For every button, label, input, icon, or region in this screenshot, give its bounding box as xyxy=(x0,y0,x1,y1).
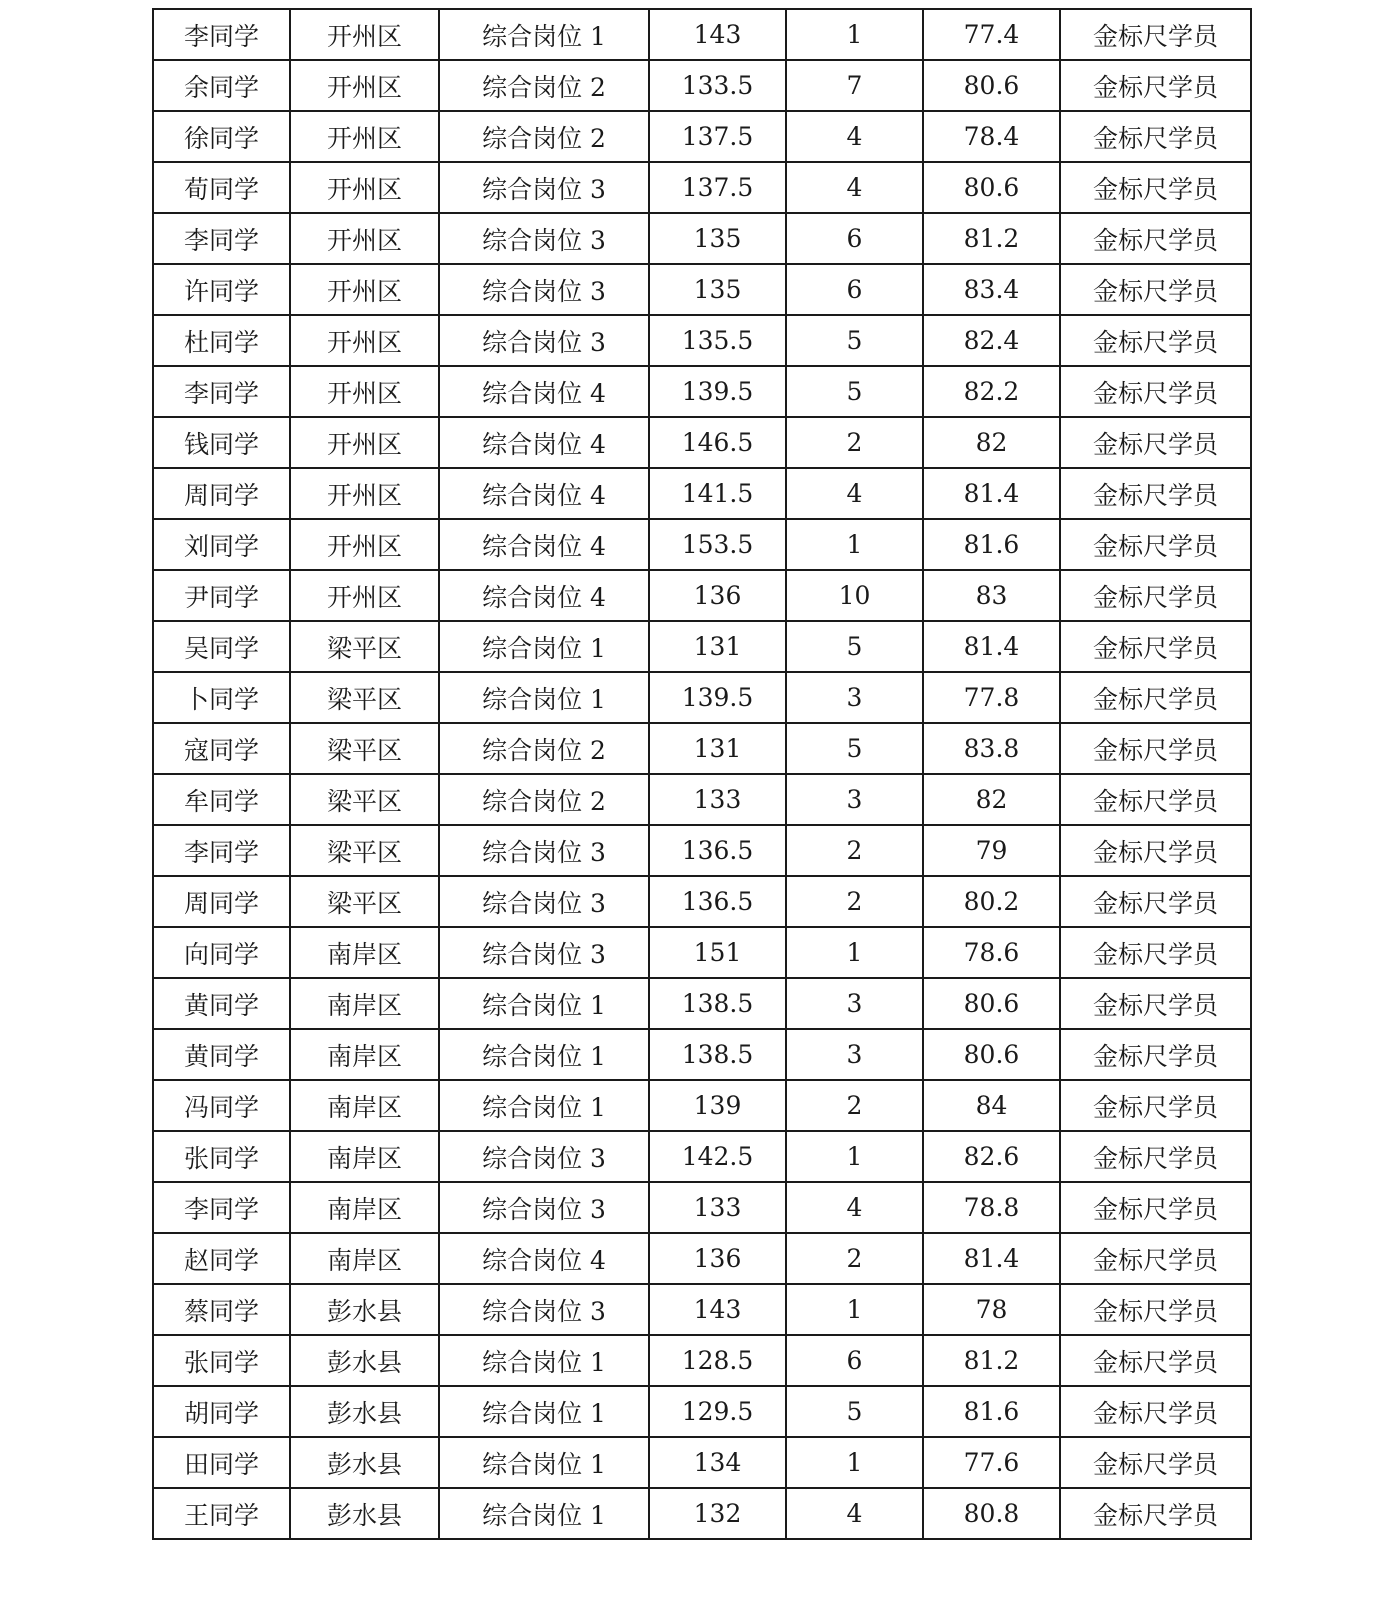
district-cell: 梁平区 xyxy=(290,876,439,927)
written-score-cell: 128.5 xyxy=(649,1335,786,1386)
interview-score-cell: 83.4 xyxy=(923,264,1060,315)
student-type-cell: 金标尺学员 xyxy=(1060,1233,1251,1284)
rank-cell: 1 xyxy=(786,1437,923,1488)
table-row xyxy=(153,162,1251,213)
rank-cell: 1 xyxy=(786,1131,923,1182)
table-row xyxy=(153,519,1251,570)
interview-score-cell: 81.6 xyxy=(923,519,1060,570)
district-cell: 梁平区 xyxy=(290,723,439,774)
student-name-cell: 田同学 xyxy=(153,1437,290,1488)
student-name-cell: 李同学 xyxy=(153,825,290,876)
interview-score-cell: 82.6 xyxy=(923,1131,1060,1182)
district-cell: 南岸区 xyxy=(290,927,439,978)
position-cell: 综合岗位 1 xyxy=(439,1488,649,1539)
written-score-cell: 153.5 xyxy=(649,519,786,570)
position-cell: 综合岗位 1 xyxy=(439,1386,649,1437)
rank-cell: 4 xyxy=(786,111,923,162)
student-type-cell: 金标尺学员 xyxy=(1060,1386,1251,1437)
district-cell: 彭水县 xyxy=(290,1284,439,1335)
position-cell: 综合岗位 1 xyxy=(439,9,649,60)
position-cell: 综合岗位 1 xyxy=(439,1335,649,1386)
student-name-cell: 吴同学 xyxy=(153,621,290,672)
interview-score-cell: 77.8 xyxy=(923,672,1060,723)
written-score-cell: 132 xyxy=(649,1488,786,1539)
rank-cell: 2 xyxy=(786,825,923,876)
student-type-cell: 金标尺学员 xyxy=(1060,468,1251,519)
interview-score-cell: 82.4 xyxy=(923,315,1060,366)
interview-score-cell: 81.4 xyxy=(923,468,1060,519)
position-cell: 综合岗位 4 xyxy=(439,366,649,417)
written-score-cell: 137.5 xyxy=(649,162,786,213)
table-row xyxy=(153,1386,1251,1437)
table-row xyxy=(153,1284,1251,1335)
written-score-cell: 136 xyxy=(649,570,786,621)
written-score-cell: 133 xyxy=(649,1182,786,1233)
rank-cell: 6 xyxy=(786,1335,923,1386)
rank-cell: 1 xyxy=(786,1284,923,1335)
student-type-cell: 金标尺学员 xyxy=(1060,723,1251,774)
rank-cell: 6 xyxy=(786,213,923,264)
table-row xyxy=(153,672,1251,723)
table-row xyxy=(153,60,1251,111)
position-cell: 综合岗位 2 xyxy=(439,111,649,162)
district-cell: 南岸区 xyxy=(290,1029,439,1080)
student-name-cell: 李同学 xyxy=(153,213,290,264)
interview-score-cell: 78.6 xyxy=(923,927,1060,978)
district-cell: 开州区 xyxy=(290,60,439,111)
rank-cell: 2 xyxy=(786,1080,923,1131)
table-row xyxy=(153,825,1251,876)
position-cell: 综合岗位 4 xyxy=(439,1233,649,1284)
written-score-cell: 136 xyxy=(649,1233,786,1284)
table-row xyxy=(153,927,1251,978)
written-score-cell: 135 xyxy=(649,213,786,264)
position-cell: 综合岗位 1 xyxy=(439,672,649,723)
rank-cell: 5 xyxy=(786,366,923,417)
district-cell: 彭水县 xyxy=(290,1437,439,1488)
district-cell: 梁平区 xyxy=(290,774,439,825)
written-score-cell: 133.5 xyxy=(649,60,786,111)
student-name-cell: 牟同学 xyxy=(153,774,290,825)
student-type-cell: 金标尺学员 xyxy=(1060,111,1251,162)
interview-score-cell: 80.6 xyxy=(923,60,1060,111)
interview-score-cell: 82 xyxy=(923,774,1060,825)
interview-score-cell: 81.4 xyxy=(923,621,1060,672)
written-score-cell: 131 xyxy=(649,723,786,774)
student-type-cell: 金标尺学员 xyxy=(1060,366,1251,417)
student-type-cell: 金标尺学员 xyxy=(1060,9,1251,60)
student-name-cell: 卜同学 xyxy=(153,672,290,723)
table-row xyxy=(153,468,1251,519)
rank-cell: 1 xyxy=(786,927,923,978)
district-cell: 南岸区 xyxy=(290,1233,439,1284)
rank-cell: 4 xyxy=(786,1182,923,1233)
position-cell: 综合岗位 3 xyxy=(439,876,649,927)
student-type-cell: 金标尺学员 xyxy=(1060,264,1251,315)
student-type-cell: 金标尺学员 xyxy=(1060,570,1251,621)
table-row xyxy=(153,111,1251,162)
table-row xyxy=(153,315,1251,366)
district-cell: 梁平区 xyxy=(290,672,439,723)
position-cell: 综合岗位 1 xyxy=(439,1029,649,1080)
district-cell: 开州区 xyxy=(290,519,439,570)
student-name-cell: 王同学 xyxy=(153,1488,290,1539)
position-cell: 综合岗位 3 xyxy=(439,1284,649,1335)
interview-score-cell: 80.6 xyxy=(923,1029,1060,1080)
student-type-cell: 金标尺学员 xyxy=(1060,1335,1251,1386)
district-cell: 梁平区 xyxy=(290,621,439,672)
rank-cell: 2 xyxy=(786,876,923,927)
student-name-cell: 张同学 xyxy=(153,1335,290,1386)
position-cell: 综合岗位 2 xyxy=(439,774,649,825)
rank-cell: 10 xyxy=(786,570,923,621)
district-cell: 南岸区 xyxy=(290,1131,439,1182)
rank-cell: 3 xyxy=(786,774,923,825)
student-type-cell: 金标尺学员 xyxy=(1060,1182,1251,1233)
interview-score-cell: 83.8 xyxy=(923,723,1060,774)
student-type-cell: 金标尺学员 xyxy=(1060,1437,1251,1488)
table-row xyxy=(153,621,1251,672)
interview-score-cell: 81.2 xyxy=(923,213,1060,264)
interview-score-cell: 81.2 xyxy=(923,1335,1060,1386)
student-name-cell: 荀同学 xyxy=(153,162,290,213)
district-cell: 开州区 xyxy=(290,468,439,519)
written-score-cell: 136.5 xyxy=(649,825,786,876)
rank-cell: 6 xyxy=(786,264,923,315)
table-row xyxy=(153,366,1251,417)
student-type-cell: 金标尺学员 xyxy=(1060,621,1251,672)
student-name-cell: 周同学 xyxy=(153,876,290,927)
position-cell: 综合岗位 3 xyxy=(439,162,649,213)
district-cell: 开州区 xyxy=(290,366,439,417)
student-type-cell: 金标尺学员 xyxy=(1060,1284,1251,1335)
student-type-cell: 金标尺学员 xyxy=(1060,978,1251,1029)
written-score-cell: 143 xyxy=(649,9,786,60)
district-cell: 开州区 xyxy=(290,9,439,60)
student-name-cell: 张同学 xyxy=(153,1131,290,1182)
interview-score-cell: 78 xyxy=(923,1284,1060,1335)
table-body xyxy=(153,9,1251,1539)
student-name-cell: 周同学 xyxy=(153,468,290,519)
student-name-cell: 杜同学 xyxy=(153,315,290,366)
position-cell: 综合岗位 3 xyxy=(439,1182,649,1233)
table-row xyxy=(153,1335,1251,1386)
student-type-cell: 金标尺学员 xyxy=(1060,1488,1251,1539)
position-cell: 综合岗位 4 xyxy=(439,468,649,519)
student-name-cell: 李同学 xyxy=(153,1182,290,1233)
interview-score-cell: 80.6 xyxy=(923,978,1060,1029)
student-name-cell: 黄同学 xyxy=(153,978,290,1029)
table-row xyxy=(153,1080,1251,1131)
table-row xyxy=(153,1233,1251,1284)
position-cell: 综合岗位 3 xyxy=(439,825,649,876)
district-cell: 彭水县 xyxy=(290,1488,439,1539)
table-row xyxy=(153,1131,1251,1182)
written-score-cell: 129.5 xyxy=(649,1386,786,1437)
student-name-cell: 冯同学 xyxy=(153,1080,290,1131)
interview-score-cell: 78.8 xyxy=(923,1182,1060,1233)
student-type-cell: 金标尺学员 xyxy=(1060,1080,1251,1131)
student-type-cell: 金标尺学员 xyxy=(1060,672,1251,723)
rank-cell: 4 xyxy=(786,468,923,519)
table-row xyxy=(153,264,1251,315)
interview-score-cell: 77.6 xyxy=(923,1437,1060,1488)
rank-cell: 2 xyxy=(786,417,923,468)
student-type-cell: 金标尺学员 xyxy=(1060,519,1251,570)
table-row xyxy=(153,570,1251,621)
position-cell: 综合岗位 1 xyxy=(439,1437,649,1488)
position-cell: 综合岗位 4 xyxy=(439,417,649,468)
student-type-cell: 金标尺学员 xyxy=(1060,876,1251,927)
district-cell: 开州区 xyxy=(290,315,439,366)
position-cell: 综合岗位 3 xyxy=(439,213,649,264)
student-type-cell: 金标尺学员 xyxy=(1060,1131,1251,1182)
written-score-cell: 135 xyxy=(649,264,786,315)
table-row xyxy=(153,978,1251,1029)
rank-cell: 1 xyxy=(786,9,923,60)
table-row xyxy=(153,774,1251,825)
student-name-cell: 徐同学 xyxy=(153,111,290,162)
rank-cell: 3 xyxy=(786,978,923,1029)
position-cell: 综合岗位 1 xyxy=(439,1080,649,1131)
written-score-cell: 133 xyxy=(649,774,786,825)
student-name-cell: 李同学 xyxy=(153,9,290,60)
district-cell: 开州区 xyxy=(290,213,439,264)
position-cell: 综合岗位 3 xyxy=(439,315,649,366)
written-score-cell: 139 xyxy=(649,1080,786,1131)
student-type-cell: 金标尺学员 xyxy=(1060,417,1251,468)
interview-score-cell: 84 xyxy=(923,1080,1060,1131)
rank-cell: 4 xyxy=(786,162,923,213)
interview-score-cell: 81.4 xyxy=(923,1233,1060,1284)
table-row xyxy=(153,876,1251,927)
rank-cell: 5 xyxy=(786,621,923,672)
rank-cell: 3 xyxy=(786,1029,923,1080)
written-score-cell: 131 xyxy=(649,621,786,672)
student-type-cell: 金标尺学员 xyxy=(1060,213,1251,264)
table-row xyxy=(153,723,1251,774)
rank-cell: 5 xyxy=(786,1386,923,1437)
position-cell: 综合岗位 2 xyxy=(439,60,649,111)
table-row xyxy=(153,1488,1251,1539)
written-score-cell: 141.5 xyxy=(649,468,786,519)
written-score-cell: 135.5 xyxy=(649,315,786,366)
student-type-cell: 金标尺学员 xyxy=(1060,162,1251,213)
district-cell: 梁平区 xyxy=(290,825,439,876)
student-name-cell: 向同学 xyxy=(153,927,290,978)
interview-score-cell: 80.8 xyxy=(923,1488,1060,1539)
position-cell: 综合岗位 3 xyxy=(439,927,649,978)
district-cell: 彭水县 xyxy=(290,1386,439,1437)
student-type-cell: 金标尺学员 xyxy=(1060,315,1251,366)
position-cell: 综合岗位 4 xyxy=(439,570,649,621)
student-name-cell: 蔡同学 xyxy=(153,1284,290,1335)
district-cell: 彭水县 xyxy=(290,1335,439,1386)
student-name-cell: 胡同学 xyxy=(153,1386,290,1437)
rank-cell: 5 xyxy=(786,723,923,774)
interview-score-cell: 82.2 xyxy=(923,366,1060,417)
interview-score-cell: 78.4 xyxy=(923,111,1060,162)
written-score-cell: 151 xyxy=(649,927,786,978)
written-score-cell: 137.5 xyxy=(649,111,786,162)
rank-cell: 1 xyxy=(786,519,923,570)
district-cell: 南岸区 xyxy=(290,978,439,1029)
written-score-cell: 146.5 xyxy=(649,417,786,468)
written-score-cell: 136.5 xyxy=(649,876,786,927)
district-cell: 开州区 xyxy=(290,417,439,468)
district-cell: 开州区 xyxy=(290,264,439,315)
results-table xyxy=(152,8,1252,1540)
written-score-cell: 142.5 xyxy=(649,1131,786,1182)
position-cell: 综合岗位 2 xyxy=(439,723,649,774)
table-row xyxy=(153,1029,1251,1080)
interview-score-cell: 79 xyxy=(923,825,1060,876)
student-type-cell: 金标尺学员 xyxy=(1060,927,1251,978)
written-score-cell: 138.5 xyxy=(649,978,786,1029)
interview-score-cell: 80.2 xyxy=(923,876,1060,927)
rank-cell: 2 xyxy=(786,1233,923,1284)
student-type-cell: 金标尺学员 xyxy=(1060,1029,1251,1080)
position-cell: 综合岗位 1 xyxy=(439,978,649,1029)
written-score-cell: 134 xyxy=(649,1437,786,1488)
rank-cell: 7 xyxy=(786,60,923,111)
written-score-cell: 139.5 xyxy=(649,672,786,723)
district-cell: 开州区 xyxy=(290,111,439,162)
interview-score-cell: 80.6 xyxy=(923,162,1060,213)
district-cell: 开州区 xyxy=(290,162,439,213)
interview-score-cell: 77.4 xyxy=(923,9,1060,60)
table-row xyxy=(153,417,1251,468)
position-cell: 综合岗位 1 xyxy=(439,621,649,672)
table-row xyxy=(153,1182,1251,1233)
rank-cell: 4 xyxy=(786,1488,923,1539)
student-name-cell: 尹同学 xyxy=(153,570,290,621)
student-type-cell: 金标尺学员 xyxy=(1060,60,1251,111)
student-name-cell: 李同学 xyxy=(153,366,290,417)
interview-score-cell: 81.6 xyxy=(923,1386,1060,1437)
student-name-cell: 寇同学 xyxy=(153,723,290,774)
student-name-cell: 刘同学 xyxy=(153,519,290,570)
student-name-cell: 黄同学 xyxy=(153,1029,290,1080)
student-type-cell: 金标尺学员 xyxy=(1060,825,1251,876)
position-cell: 综合岗位 3 xyxy=(439,264,649,315)
position-cell: 综合岗位 4 xyxy=(439,519,649,570)
student-type-cell: 金标尺学员 xyxy=(1060,774,1251,825)
rank-cell: 3 xyxy=(786,672,923,723)
written-score-cell: 143 xyxy=(649,1284,786,1335)
written-score-cell: 138.5 xyxy=(649,1029,786,1080)
table-row xyxy=(153,9,1251,60)
table-row xyxy=(153,1437,1251,1488)
student-name-cell: 钱同学 xyxy=(153,417,290,468)
district-cell: 开州区 xyxy=(290,570,439,621)
interview-score-cell: 82 xyxy=(923,417,1060,468)
student-name-cell: 赵同学 xyxy=(153,1233,290,1284)
position-cell: 综合岗位 3 xyxy=(439,1131,649,1182)
rank-cell: 5 xyxy=(786,315,923,366)
district-cell: 南岸区 xyxy=(290,1182,439,1233)
interview-score-cell: 83 xyxy=(923,570,1060,621)
written-score-cell: 139.5 xyxy=(649,366,786,417)
student-name-cell: 许同学 xyxy=(153,264,290,315)
district-cell: 南岸区 xyxy=(290,1080,439,1131)
student-name-cell: 余同学 xyxy=(153,60,290,111)
table-row xyxy=(153,213,1251,264)
